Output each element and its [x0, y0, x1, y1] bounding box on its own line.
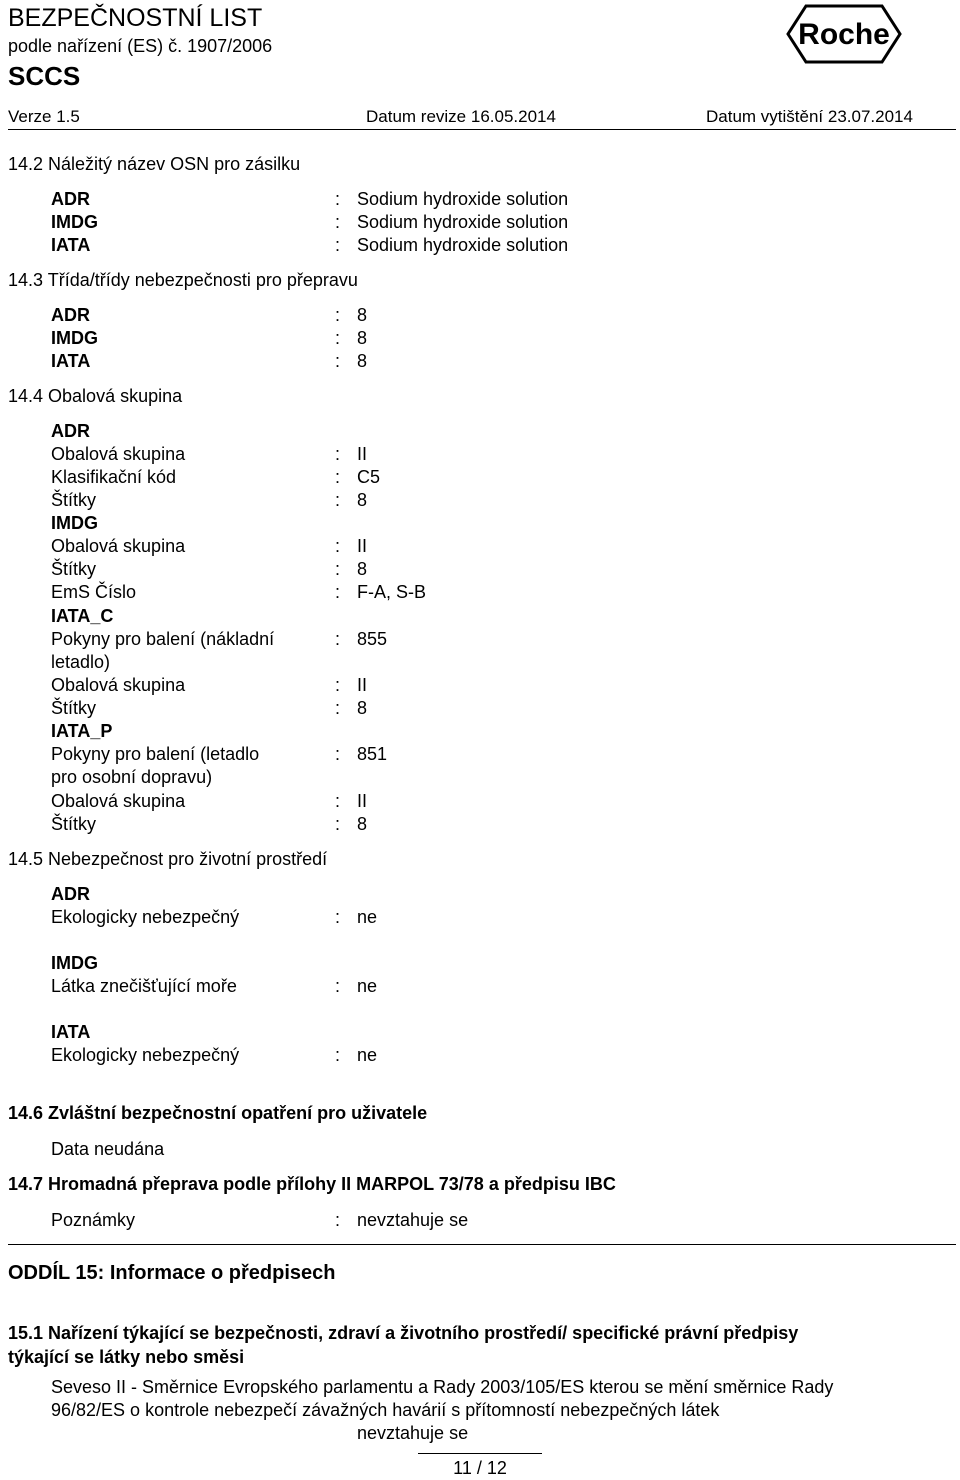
colon: :	[335, 305, 341, 325]
section-14-2-heading: 14.2 Náležitý název OSN pro zásilku	[8, 154, 301, 174]
row-label: Štítky	[51, 698, 97, 718]
row-value: F-A, S-B	[357, 582, 427, 602]
row-label: ADR	[51, 305, 90, 325]
row-value: 855	[357, 629, 388, 649]
row-label-continued: pro osobní dopravu)	[51, 767, 213, 787]
row-value: nevztahuje se	[357, 1210, 469, 1230]
row-label-continued: letadlo)	[51, 652, 111, 672]
subsection-adr: ADR	[51, 421, 90, 441]
roche-logo-text: Roche	[798, 18, 890, 51]
seveso-value: nevztahuje se	[357, 1423, 469, 1443]
colon: :	[335, 814, 341, 834]
row-label: Obalová skupina	[51, 444, 186, 464]
print-date: Datum vytištění 23.07.2014	[706, 107, 913, 126]
colon: :	[335, 351, 341, 371]
row-value: II	[357, 675, 368, 695]
document-subtitle: podle nařízení (ES) č. 1907/2006	[8, 36, 273, 56]
row-label: Obalová skupina	[51, 791, 186, 811]
row-label: Ekologicky nebezpečný	[51, 907, 240, 927]
subsection-iata-p: IATA_P	[51, 721, 113, 741]
row-label: Klasifikační kód	[51, 467, 177, 487]
colon: :	[335, 907, 341, 927]
row-label: IATA	[51, 235, 91, 255]
subsection-iata-c: IATA_C	[51, 606, 114, 626]
row-label: Štítky	[51, 814, 97, 834]
section-15-1-heading: 15.1 Nařízení týkající se bezpečnosti, zdraví a životního prostředí/ specifické právní předpisy	[8, 1323, 799, 1343]
document-title: BEZPEČNOSTNÍ LIST	[8, 4, 263, 32]
colon: :	[335, 675, 341, 695]
subsection-adr: ADR	[51, 884, 90, 904]
subsection-imdg: IMDG	[51, 513, 98, 533]
subsection-imdg: IMDG	[51, 953, 98, 973]
colon: :	[335, 212, 341, 232]
section-divider	[8, 1244, 956, 1245]
header-divider	[8, 129, 956, 130]
section-14-7-heading: 14.7 Hromadná přeprava podle přílohy II MARPOL 73/78 a předpisu IBC	[8, 1174, 616, 1194]
row-value: ne	[357, 976, 378, 996]
colon: :	[335, 467, 341, 487]
row-label: IMDG	[51, 212, 98, 232]
row-value: II	[357, 536, 368, 556]
seveso-text-continued: 96/82/ES o kontrole nebezpečí závažných havárií s přítomností nebezpečných látek	[51, 1400, 720, 1420]
colon: :	[335, 328, 341, 348]
row-value: Sodium hydroxide solution	[357, 212, 569, 232]
row-label: IATA	[51, 351, 91, 371]
colon: :	[335, 582, 341, 602]
section-14-3-heading: 14.3 Třída/třídy nebezpečnosti pro přepravu	[8, 270, 358, 290]
section-14-6-heading: 14.6 Zvláštní bezpečnostní opatření pro uživatele	[8, 1103, 428, 1123]
row-value: 8	[357, 814, 368, 834]
revision-date: Datum revize 16.05.2014	[366, 107, 556, 126]
colon: :	[335, 536, 341, 556]
row-value: II	[357, 444, 368, 464]
row-value: 8	[357, 351, 368, 371]
row-label: Ekologicky nebezpečný	[51, 1045, 240, 1065]
section-15-heading: ODDÍL 15: Informace o předpisech	[8, 1262, 336, 1284]
colon: :	[335, 1210, 341, 1230]
row-label: Obalová skupina	[51, 536, 186, 556]
row-label: Obalová skupina	[51, 675, 186, 695]
colon: :	[335, 976, 341, 996]
colon: :	[335, 791, 341, 811]
row-value: 851	[357, 744, 388, 764]
page-number: 11 / 12	[453, 1458, 507, 1478]
colon: :	[335, 698, 341, 718]
section-15-1-heading-continued: týkající se látky nebo směsi	[8, 1347, 245, 1367]
colon: :	[335, 189, 341, 209]
subsection-iata: IATA	[51, 1022, 91, 1042]
colon: :	[335, 235, 341, 255]
row-label: Poznámky	[51, 1210, 136, 1230]
row-value: 8	[357, 559, 368, 579]
row-label: Pokyny pro balení (nákladní	[51, 629, 275, 649]
colon: :	[335, 490, 341, 510]
row-value: II	[357, 791, 368, 811]
row-value: 8	[357, 490, 368, 510]
seveso-text: Seveso II - Směrnice Evropského parlamentu a Rady 2003/105/ES kterou se mění směrnice Rady	[51, 1377, 834, 1397]
row-value: 8	[357, 305, 368, 325]
row-value: C5	[357, 467, 381, 487]
colon: :	[335, 444, 341, 464]
row-label: Štítky	[51, 559, 97, 579]
row-value: 8	[357, 698, 368, 718]
section-14-5-heading: 14.5 Nebezpečnost pro životní prostředí	[8, 849, 328, 869]
footer-divider	[418, 1453, 542, 1454]
product-name: SCCS	[8, 61, 81, 91]
row-label: Látka znečišťující moře	[51, 976, 237, 996]
row-label: Štítky	[51, 490, 97, 510]
colon: :	[335, 629, 341, 649]
row-label: EmS Číslo	[51, 582, 137, 602]
colon: :	[335, 1045, 341, 1065]
row-value: Sodium hydroxide solution	[357, 235, 569, 255]
roche-logo	[786, 4, 902, 64]
section-14-4-heading: 14.4 Obalová skupina	[8, 386, 183, 406]
colon: :	[335, 744, 341, 764]
no-data-text: Data neudána	[51, 1139, 165, 1159]
row-value: ne	[357, 907, 378, 927]
row-label: ADR	[51, 189, 90, 209]
version-label: Verze 1.5	[8, 107, 80, 126]
row-value: ne	[357, 1045, 378, 1065]
row-value: Sodium hydroxide solution	[357, 189, 569, 209]
row-label: Pokyny pro balení (letadlo	[51, 744, 260, 764]
row-value: 8	[357, 328, 368, 348]
colon: :	[335, 559, 341, 579]
row-label: IMDG	[51, 328, 98, 348]
